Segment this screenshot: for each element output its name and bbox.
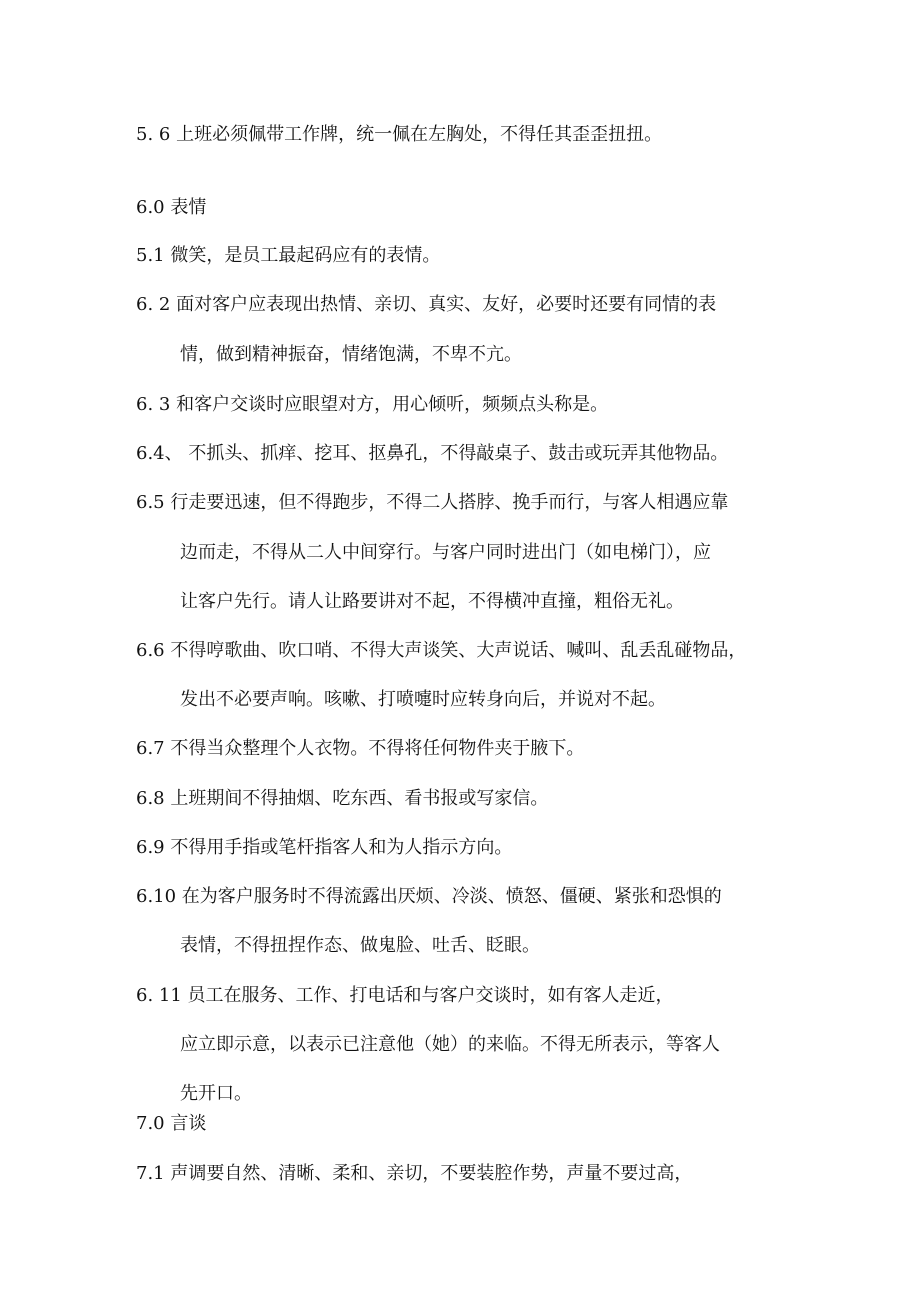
clause-6-3: 6. 3 和客户交谈时应眼望对方，用心倾听，频频点头称是。	[136, 394, 609, 415]
clause-6-10: 6.10 在为客户服务时不得流露出厌烦、冷淡、愤怒、僵硬、紧张和恐惧的	[136, 886, 722, 907]
clause-6-9: 6.9 不得用手指或笔杆指客人和为人指示方向。	[136, 837, 513, 858]
clause-6-5-cont-2: 让客户先行。请人让路要讲对不起，不得横冲直撞，粗俗无礼。	[180, 591, 684, 612]
clause-6-2-cont: 情，做到精神振奋，情绪饱满，不卑不亢。	[180, 344, 522, 365]
clause-5-1: 5.1 微笑，是员工最起码应有的表情。	[136, 245, 441, 266]
clause-6-7: 6.7 不得当众整理个人衣物。不得将任何物件夹于腋下。	[136, 738, 585, 759]
clause-6-4: 6.4、 不抓头、抓痒、挖耳、抠鼻孔，不得敲桌子、鼓击或玩弄其他物品。	[136, 443, 729, 464]
clause-6-8: 6.8 上班期间不得抽烟、吃东西、看书报或写家信。	[136, 788, 549, 809]
clause-6-5: 6.5 行走要迅速，但不得跑步，不得二人搭脖、挽手而行，与客人相遇应靠	[136, 492, 729, 513]
clause-6-5-cont-1: 边而走，不得从二人中间穿行。与客户同时进出门（如电梯门），应	[180, 542, 711, 563]
clause-6-11-cont-1: 应立即示意，以表示已注意他（她）的来临。不得无所表示，等客人	[180, 1034, 720, 1055]
clause-6-6-cont: 发出不必要声响。咳嗽、打喷嚏时应转身向后，并说对不起。	[180, 689, 666, 710]
section-heading-6-0: 6.0 表情	[136, 197, 207, 218]
section-heading-7-0: 7.0 言谈	[136, 1113, 207, 1134]
clause-7-1: 7.1 声调要自然、清晰、柔和、亲切，不要装腔作势，声量不要过高，	[136, 1163, 693, 1184]
clause-6-10-cont: 表情，不得扭捏作态、做鬼脸、吐舌、眨眼。	[180, 935, 540, 956]
clause-6-11-cont-2: 先开口。	[180, 1083, 252, 1104]
clause-5-6: 5. 6 上班必须佩带工作牌，统一佩在左胸处，不得任其歪歪扭扭。	[136, 124, 663, 145]
clause-6-2: 6. 2 面对客户应表现出热情、亲切、真实、友好，必要时还要有同情的表	[136, 294, 717, 315]
clause-6-11: 6. 11 员工在服务、工作、打电话和与客户交谈时，如有客人走近，	[136, 985, 674, 1006]
clause-6-6: 6.6 不得哼歌曲、吹口哨、不得大声谈笑、大声说话、喊叫、乱丢乱碰物品，	[136, 640, 747, 661]
